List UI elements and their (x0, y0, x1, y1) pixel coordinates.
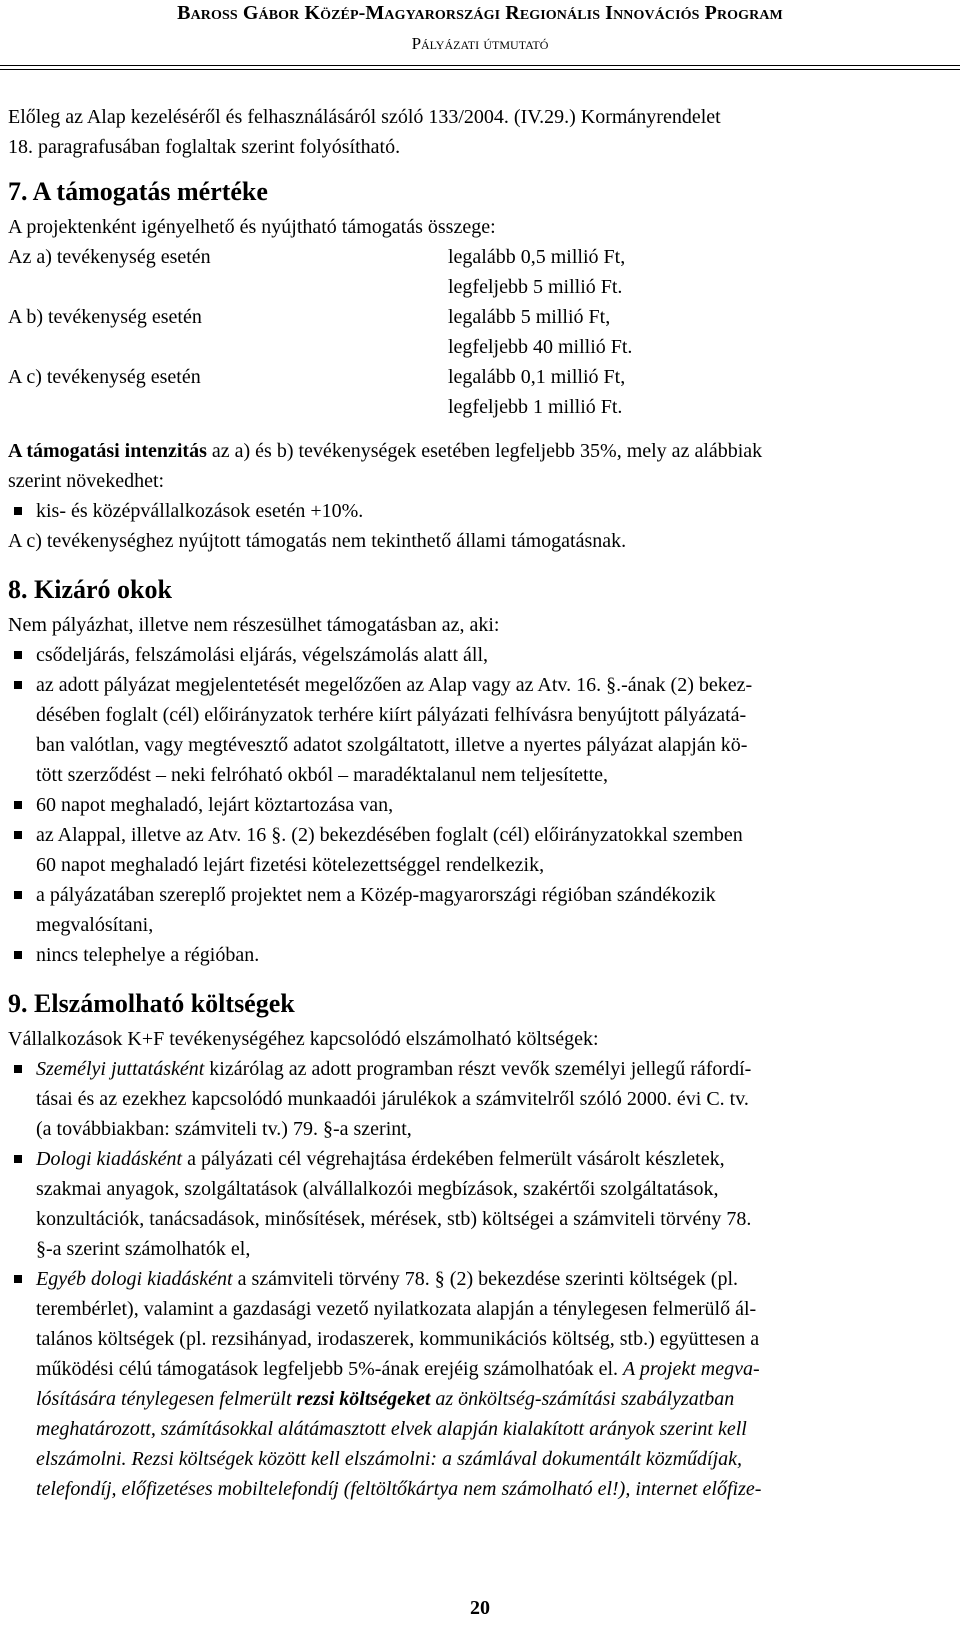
list-item: csődeljárás, felszámolási eljárás, végelszámolás alatt áll, (8, 640, 960, 670)
amount-min: legalább 0,1 millió Ft, (448, 366, 626, 388)
cost-term: Dologi kiadásként (36, 1148, 183, 1170)
section-7-lead: A projektenként igényelhető és nyújtható támogatás összege: (8, 216, 496, 238)
section-9-lead: Vállalkozások K+F tevékenységéhez kapcsolódó elszámolható költségek: (8, 1028, 599, 1050)
header-rule-thin (0, 69, 960, 70)
amount-row-c-max (8, 392, 960, 422)
amount-label: A b) tevékenység esetén (8, 306, 202, 328)
cost-item-line: terembérlet), valamint a gazdasági vezető nyilatkozata alapján a ténylegesen felmerülő ál- (36, 1298, 757, 1320)
page-number: 20 (470, 1597, 490, 1619)
list-item: nincs telephelye a régióban. (8, 940, 960, 970)
document-subtitle: Pályázati útmutató (411, 34, 549, 53)
cost-item-material: Dologi kiadásként a pályázati cél végrehajtása érdekében felmerült vásárolt készletek, (8, 1144, 960, 1174)
cost-item-line: konzultációk, tanácsadások, minősítések, mérések, stb) költségei a számviteli törvény 78. (36, 1208, 752, 1230)
intro-line: 18. paragrafusában foglaltak szerint folyósítható. (8, 136, 401, 158)
section-7-heading: 7. A támogatás mértéke (8, 177, 268, 206)
cost-item-line: §-a szerint számolhatók el, (36, 1238, 251, 1260)
list-item: az Alappal, illetve az Atv. 16 §. (2) bekezdésében foglalt (cél) előirányzatokkal szemben (8, 820, 960, 850)
amount-row-a (8, 242, 960, 272)
amount-min: legalább 5 millió Ft, (448, 306, 611, 328)
amount-max: legfeljebb 1 millió Ft. (448, 396, 623, 418)
intensity-text: az a) és b) tevékenységek esetében legfeljebb 35%, mely az alábbiak (206, 440, 763, 462)
intensity-term: A támogatási intenzitás (8, 440, 207, 462)
amount-row-a-max (8, 272, 960, 302)
overhead-term: rezsi költségeket (296, 1388, 431, 1410)
list-item: kis- és középvállalkozások esetén +10%. (8, 496, 960, 526)
intro-line: Előleg az Alap kezeléséről és felhasználásáról szóló 133/2004. (IV.29.) Kormányrendelet (8, 106, 721, 128)
amount-label: A c) tevékenység esetén (8, 366, 201, 388)
list-item: a pályázatában szereplő projektet nem a Közép-magyarországi régióban szándékozik (8, 880, 960, 910)
cost-item-line: talános költségek (pl. rezsihányad, irodaszerek, kommunikációs költség, stb.) együttesen a (36, 1328, 760, 1350)
list-item-continuation: 60 napot meghaladó lejárt fizetési kötelezettséggel rendelkezik, (36, 854, 545, 876)
list-item-continuation: tött szerződést – neki felróható okból – maradéktalanul nem teljesítette, (36, 764, 609, 786)
cost-term: Egyéb dologi kiadásként (36, 1268, 233, 1290)
amount-label: Az a) tevékenység esetén (8, 246, 211, 268)
cost-term: Személyi juttatásként (36, 1058, 205, 1080)
header-rule-thick (0, 65, 960, 66)
cost-item-line: lósítására ténylegesen felmerült rezsi költségeket az önköltség-számítási szabályzatban (36, 1388, 735, 1410)
cost-item-line: tásai és az ezekhez kapcsolódó munkaadói járulékok a számvitelről szóló 2000. évi C. tv. (36, 1088, 749, 1110)
section-7-note: A c) tevékenységhez nyújtott támogatás nem tekinthető állami támogatásnak. (8, 530, 627, 552)
page-body (8, 102, 960, 1504)
cost-item-other: Egyéb dologi kiadásként a számviteli törvény 78. § (2) bekezdése szerinti költségek (pl. (8, 1264, 960, 1294)
list-item: az adott pályázat megjelentetését megelőzően az Alap vagy az Atv. 16. §.-ának (2) bekez- (8, 670, 960, 700)
intensity-line (8, 436, 960, 466)
cost-item-line: elszámolni. Rezsi költségek között kell elszámolni: a számlával dokumentált közműdíjak, (36, 1448, 742, 1470)
exclusion-list (8, 640, 960, 970)
cost-item-line: telefondíj, előfizetéses mobiltelefondíj (feltöltőkártya nem számolható el!), internet előfize- (36, 1478, 762, 1500)
cost-item-personal: Személyi juttatásként kizárólag az adott programban részt vevők személyi jellegű ráfordí- (8, 1054, 960, 1084)
cost-item-line: működési célú támogatások legfeljebb 5%-ának erejéig számolhatóak el. A projekt megva- (36, 1358, 760, 1380)
cost-item-line: meghatározott, számításokkal alátámasztott elvek alapján kialakított arányok szerint kell (36, 1418, 747, 1440)
list-item-continuation: ban valótlan, vagy megtévesztő adatot szolgáltatott, illetve a nyertes pályázat alapján kö- (36, 734, 748, 756)
cost-item-line: szakmai anyagok, szolgáltatások (alvállalkozói megbízások, szakértői szolgáltatások, (36, 1178, 719, 1200)
cost-item-line: (a továbbiakban: számviteli tv.) 79. §-a szerint, (36, 1118, 412, 1140)
program-title: Baross Gábor Közép-Magyarországi Regionális Innovációs Program (177, 2, 783, 24)
list-item-continuation: megvalósítani, (36, 914, 154, 936)
section-8-heading: 8. Kizáró okok (8, 575, 172, 604)
amount-max: legfeljebb 40 millió Ft. (448, 336, 633, 358)
list-item: 60 napot meghaladó, lejárt köztartozása van, (8, 790, 960, 820)
amount-max: legfeljebb 5 millió Ft. (448, 276, 623, 298)
amount-row-c (8, 362, 960, 392)
section-8-lead: Nem pályázhat, illetve nem részesülhet támogatásban az, aki: (8, 614, 500, 636)
amount-min: legalább 0,5 millió Ft, (448, 246, 626, 268)
list-item-continuation: désében foglalt (cél) előirányzatok terhére kiírt pályázati felhívásra benyújtott pályázatá- (36, 704, 747, 726)
amount-row-b-max (8, 332, 960, 362)
intensity-line-2: szerint növekedhet: (8, 470, 165, 492)
section-9-heading: 9. Elszámolható költségek (8, 989, 295, 1018)
amount-row-b (8, 302, 960, 332)
